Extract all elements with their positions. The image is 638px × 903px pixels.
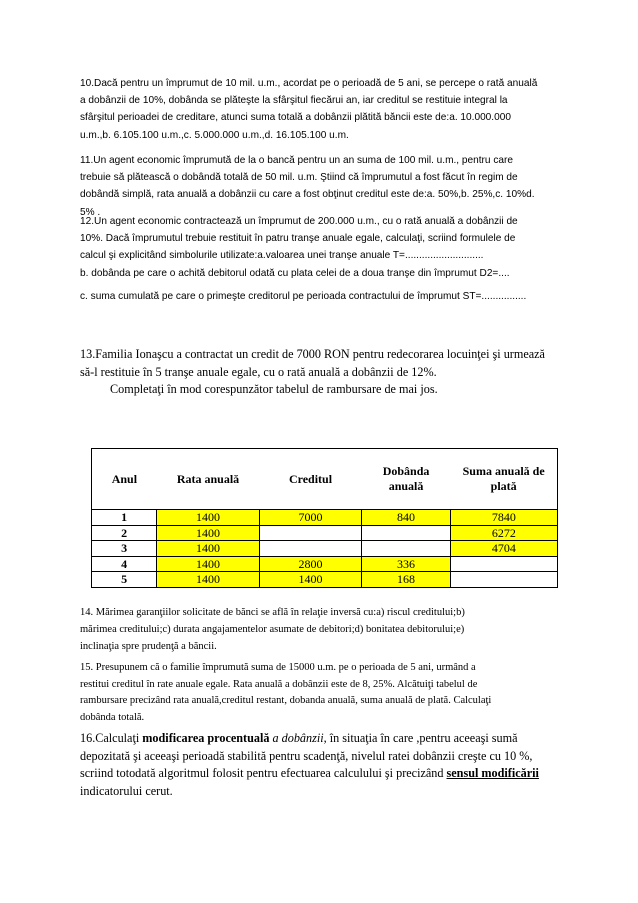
q12-line: 12.Un agent economic contractează un împrumut de 200.000 u.m., cu o rată anuală a dobânzii de: [80, 216, 518, 227]
q16-line-3: [80, 765, 558, 783]
cell-payment: 4704: [450, 541, 557, 557]
q12-line: b. dobânda pe care o achită debitorul odată cu plata celei de a doua tranşe din împrumut D2=....: [80, 267, 510, 279]
q14-line: inclinaţia spre prudenţă a băncii.: [80, 641, 217, 652]
q15-line: dobânda totală.: [80, 711, 145, 723]
q11-line: 11.Un agent economic împrumută de la o bancă pentru un an suma de 100 mil. u.m., pentru care: [80, 155, 513, 166]
q13-line: 13.Familia Ionaşcu a contractat un credit de 7000 RON pentru redecorarea locuinţei şi urmează: [80, 347, 545, 361]
q11-line: 5% .: [80, 206, 101, 218]
cell-interest: [362, 541, 451, 557]
q10-line: 10.Dacă pentru un împrumut de 10 mil. u.m., acordat pe o perioadă de 5 ani, se percepe o rată anuală: [80, 78, 538, 89]
cell-payment: [450, 556, 557, 572]
cell-rate: 1400: [157, 556, 260, 572]
cell-year: 1: [92, 510, 157, 526]
q13-instruction: Completaţi în mod corespunzător tabelul de rambursare de mai jos.: [110, 382, 438, 396]
question-12: [80, 213, 558, 282]
cell-credit: [259, 541, 362, 557]
table-row: [92, 541, 558, 557]
question-13: [80, 346, 558, 399]
q16-line-1: [80, 730, 558, 748]
question-16: [80, 730, 558, 800]
q10-line: sfârşitul perioadei de creditare, atunci suma totală a dobânzii plătită băncii este de:a. 10.000.000: [80, 112, 511, 124]
q16-prefix: 16.Calculaţi: [80, 731, 143, 745]
table-row: [92, 556, 558, 572]
cell-rate: 1400: [157, 572, 260, 588]
table-header-row: [92, 449, 558, 510]
question-12-part-c: c. suma cumulată pe care o primeşte creditorul pe perioada contractului de împrumut ST=................: [80, 291, 527, 302]
q16-italic-term: a dobânzii: [269, 731, 324, 745]
table-row: [92, 525, 558, 541]
q13-line: să-l restituie în 5 tranşe anuale egale, cu o rată anuală a dobânzii de 12%.: [80, 364, 437, 379]
table-row: [92, 572, 558, 588]
q15-line: rambursare precizând rata anuală,creditul restant, dobanda anuală, suma anuală de plată. Calculaţi: [80, 695, 492, 706]
cell-rate: 1400: [157, 541, 260, 557]
cell-interest: 168: [362, 572, 451, 588]
repayment-table: [91, 448, 558, 588]
question-10: [80, 75, 558, 144]
header-year: Anul: [92, 449, 157, 510]
question-15: [80, 660, 558, 726]
question-14: [80, 604, 558, 655]
q16-bold-term: modificarea procentuală: [142, 731, 270, 745]
cell-interest: [362, 525, 451, 541]
header-credit: Creditul: [259, 449, 362, 510]
q14-line: 14. Mărimea garanţiilor solicitate de bănci se află în relaţie inversă cu:a) riscul creditului;b): [80, 607, 465, 618]
repayment-table-wrapper: [91, 448, 558, 588]
q10-line: a dobânzii de 10%, dobânda se plăteşte la sfârşitul fiecărui an, iar creditul se restituie integral la: [80, 95, 508, 107]
cell-credit: 1400: [259, 572, 362, 588]
header-annual-rate: Rata anuală: [157, 449, 260, 510]
cell-credit: 7000: [259, 510, 362, 526]
cell-credit: 2800: [259, 556, 362, 572]
q12-line: calcul şi explicitând simbolurile utilizate:a.valoarea unei tranşe anuale T=............................: [80, 250, 484, 262]
q11-line: dobândă simplă, rata anuală a dobânzii cu care a fost obţinut creditul este de:a. 50%,b. 25%,c. 10%d.: [80, 189, 535, 201]
header-annual-payment: Suma anuală de plată: [450, 449, 557, 510]
q15-line: 15. Presupunem că o familie împrumută suma de 15000 u.m. pe o perioada de 5 ani, urmând a: [80, 662, 476, 673]
table-row: [92, 510, 558, 526]
q12-line: 10%. Dacă împrumutul trebuie restituit în patru tranşe anuale egale, calculaţi, scriind formulele de: [80, 233, 516, 245]
header-annual-interest: Dobânda anuală: [362, 449, 451, 510]
cell-year: 3: [92, 541, 157, 557]
q16-rest: , în situaţia în care ,pentru aceeaşi sumă: [323, 731, 518, 745]
q11-line: trebuie să plătească o dobândă totală de 50 mil. u.m. Ştiind că împrumutul a fost făcut în regim de: [80, 172, 518, 184]
cell-interest: 840: [362, 510, 451, 526]
q16-underlined-term: sensul modificării: [446, 766, 539, 780]
cell-rate: 1400: [157, 510, 260, 526]
q14-line: mărimea creditului;c) durata angajamentelor asumate de debitori;d) bonitatea debitorului;e): [80, 624, 465, 635]
cell-credit: [259, 525, 362, 541]
q16-line3-prefix: scriind totodată algoritmul folosit pentru efectuarea calculului şi precizând: [80, 766, 447, 780]
cell-year: 4: [92, 556, 157, 572]
cell-year: 5: [92, 572, 157, 588]
cell-year: 2: [92, 525, 157, 541]
q16-line-2: depozitată şi aceeaşi perioadă stabilită pentru scadenţă, nivelul ratei dobânzii creşte cu 10 %,: [80, 748, 533, 763]
cell-interest: 336: [362, 556, 451, 572]
cell-rate: 1400: [157, 525, 260, 541]
q15-line: restitui creditul în rate anuale egale. Rata anuală a dobânzii este de 8, 25%. Alcătuiţi tabelul de: [80, 678, 478, 690]
q16-line-4: indicatorului cerut.: [80, 783, 173, 798]
cell-payment: [450, 572, 557, 588]
question-11: [80, 152, 558, 221]
q10-line: u.m.,b. 6.105.100 u.m.,c. 5.000.000 u.m.,d. 16.105.100 u.m.: [80, 129, 349, 141]
cell-payment: 7840: [450, 510, 557, 526]
cell-payment: 6272: [450, 525, 557, 541]
